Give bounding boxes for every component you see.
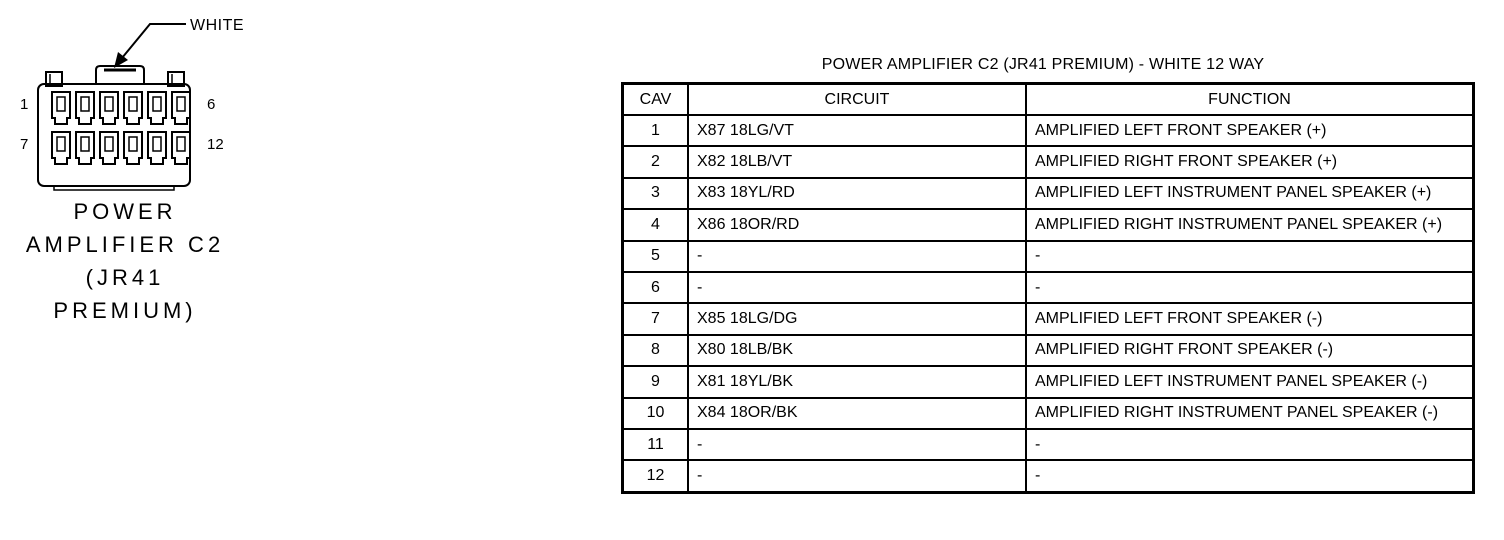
cell-function: AMPLIFIED LEFT INSTRUMENT PANEL SPEAKER (-) bbox=[1026, 366, 1474, 397]
cell-function: AMPLIFIED LEFT FRONT SPEAKER (-) bbox=[1026, 303, 1474, 334]
connector-cavity bbox=[76, 92, 94, 124]
connector-body bbox=[38, 84, 190, 186]
cell-cav: 2 bbox=[623, 146, 689, 177]
cell-cav: 3 bbox=[623, 178, 689, 209]
connector-caption-line-1: POWER bbox=[73, 199, 177, 224]
cell-cav: 5 bbox=[623, 241, 689, 272]
cell-circuit: X83 18YL/RD bbox=[688, 178, 1026, 209]
table-row bbox=[623, 429, 1474, 460]
connector-cavity bbox=[52, 132, 70, 164]
cell-cav: 9 bbox=[623, 366, 689, 397]
pin-label-top-left: 1 bbox=[20, 96, 29, 113]
header-circuit: CIRCUIT bbox=[688, 84, 1026, 116]
cell-function: AMPLIFIED LEFT INSTRUMENT PANEL SPEAKER (+) bbox=[1026, 178, 1474, 209]
cell-function: AMPLIFIED RIGHT FRONT SPEAKER (-) bbox=[1026, 335, 1474, 366]
table-header-row bbox=[623, 84, 1474, 116]
header-cav: CAV bbox=[623, 84, 689, 116]
table-row bbox=[623, 272, 1474, 303]
cell-circuit: X82 18LB/VT bbox=[688, 146, 1026, 177]
cell-cav: 1 bbox=[623, 115, 689, 146]
cell-function: AMPLIFIED RIGHT FRONT SPEAKER (+) bbox=[1026, 146, 1474, 177]
connector-cavity bbox=[52, 92, 70, 124]
pin-label-bottom-right: 12 bbox=[207, 136, 224, 153]
table-row bbox=[623, 460, 1474, 492]
pin-label-top-right: 6 bbox=[207, 96, 216, 113]
connector-cavity bbox=[124, 92, 142, 124]
cell-cav: 10 bbox=[623, 398, 689, 429]
table-row bbox=[623, 241, 1474, 272]
cell-circuit: X86 18OR/RD bbox=[688, 209, 1026, 240]
cell-cav: 7 bbox=[623, 303, 689, 334]
table-row bbox=[623, 146, 1474, 177]
connector-cavity bbox=[172, 132, 190, 164]
connector-caption-line-2: AMPLIFIER C2 bbox=[25, 232, 225, 257]
connector-cavity bbox=[148, 92, 166, 124]
connector-cavity bbox=[100, 132, 118, 164]
connector-cavity bbox=[172, 92, 190, 124]
connector-cavity bbox=[124, 132, 142, 164]
cell-cav: 6 bbox=[623, 272, 689, 303]
connector-caption-line-4: PREMIUM) bbox=[53, 298, 197, 323]
connector-caption-line-3: (JR41 bbox=[85, 265, 165, 290]
cell-function: - bbox=[1026, 429, 1474, 460]
cell-cav: 12 bbox=[623, 460, 689, 492]
cell-circuit: X81 18YL/BK bbox=[688, 366, 1026, 397]
cell-circuit: - bbox=[688, 241, 1026, 272]
cell-function: - bbox=[1026, 241, 1474, 272]
table-title: POWER AMPLIFIER C2 (JR41 PREMIUM) - WHITE 12 WAY bbox=[821, 56, 1265, 73]
cell-circuit: - bbox=[688, 272, 1026, 303]
pinout-table bbox=[621, 82, 1475, 494]
cell-cav: 4 bbox=[623, 209, 689, 240]
connector-cavity bbox=[100, 92, 118, 124]
cell-function: AMPLIFIED RIGHT INSTRUMENT PANEL SPEAKER (-) bbox=[1026, 398, 1474, 429]
table-row bbox=[623, 366, 1474, 397]
table-row bbox=[623, 335, 1474, 366]
cell-cav: 8 bbox=[623, 335, 689, 366]
cell-function: AMPLIFIED RIGHT INSTRUMENT PANEL SPEAKER (+) bbox=[1026, 209, 1474, 240]
cell-circuit: X80 18LB/BK bbox=[688, 335, 1026, 366]
table-row bbox=[623, 303, 1474, 334]
cell-cav: 11 bbox=[623, 429, 689, 460]
cell-function: - bbox=[1026, 272, 1474, 303]
table-row bbox=[623, 398, 1474, 429]
connector-figure bbox=[0, 0, 260, 540]
connector-cavity bbox=[148, 132, 166, 164]
connector-color-label: WHITE bbox=[190, 17, 245, 34]
cell-circuit: X87 18LG/VT bbox=[688, 115, 1026, 146]
cell-circuit: X85 18LG/DG bbox=[688, 303, 1026, 334]
cell-circuit: X84 18OR/BK bbox=[688, 398, 1026, 429]
table-row bbox=[623, 115, 1474, 146]
connector-cavities bbox=[52, 92, 190, 164]
header-function: FUNCTION bbox=[1026, 84, 1474, 116]
cell-circuit: - bbox=[688, 460, 1026, 492]
cell-function: - bbox=[1026, 460, 1474, 492]
cell-function: AMPLIFIED LEFT FRONT SPEAKER (+) bbox=[1026, 115, 1474, 146]
connector-cavity bbox=[76, 132, 94, 164]
color-leader-line bbox=[122, 24, 186, 58]
table-row bbox=[623, 178, 1474, 209]
table-row bbox=[623, 209, 1474, 240]
pin-label-bottom-left: 7 bbox=[20, 136, 29, 153]
cell-circuit: - bbox=[688, 429, 1026, 460]
